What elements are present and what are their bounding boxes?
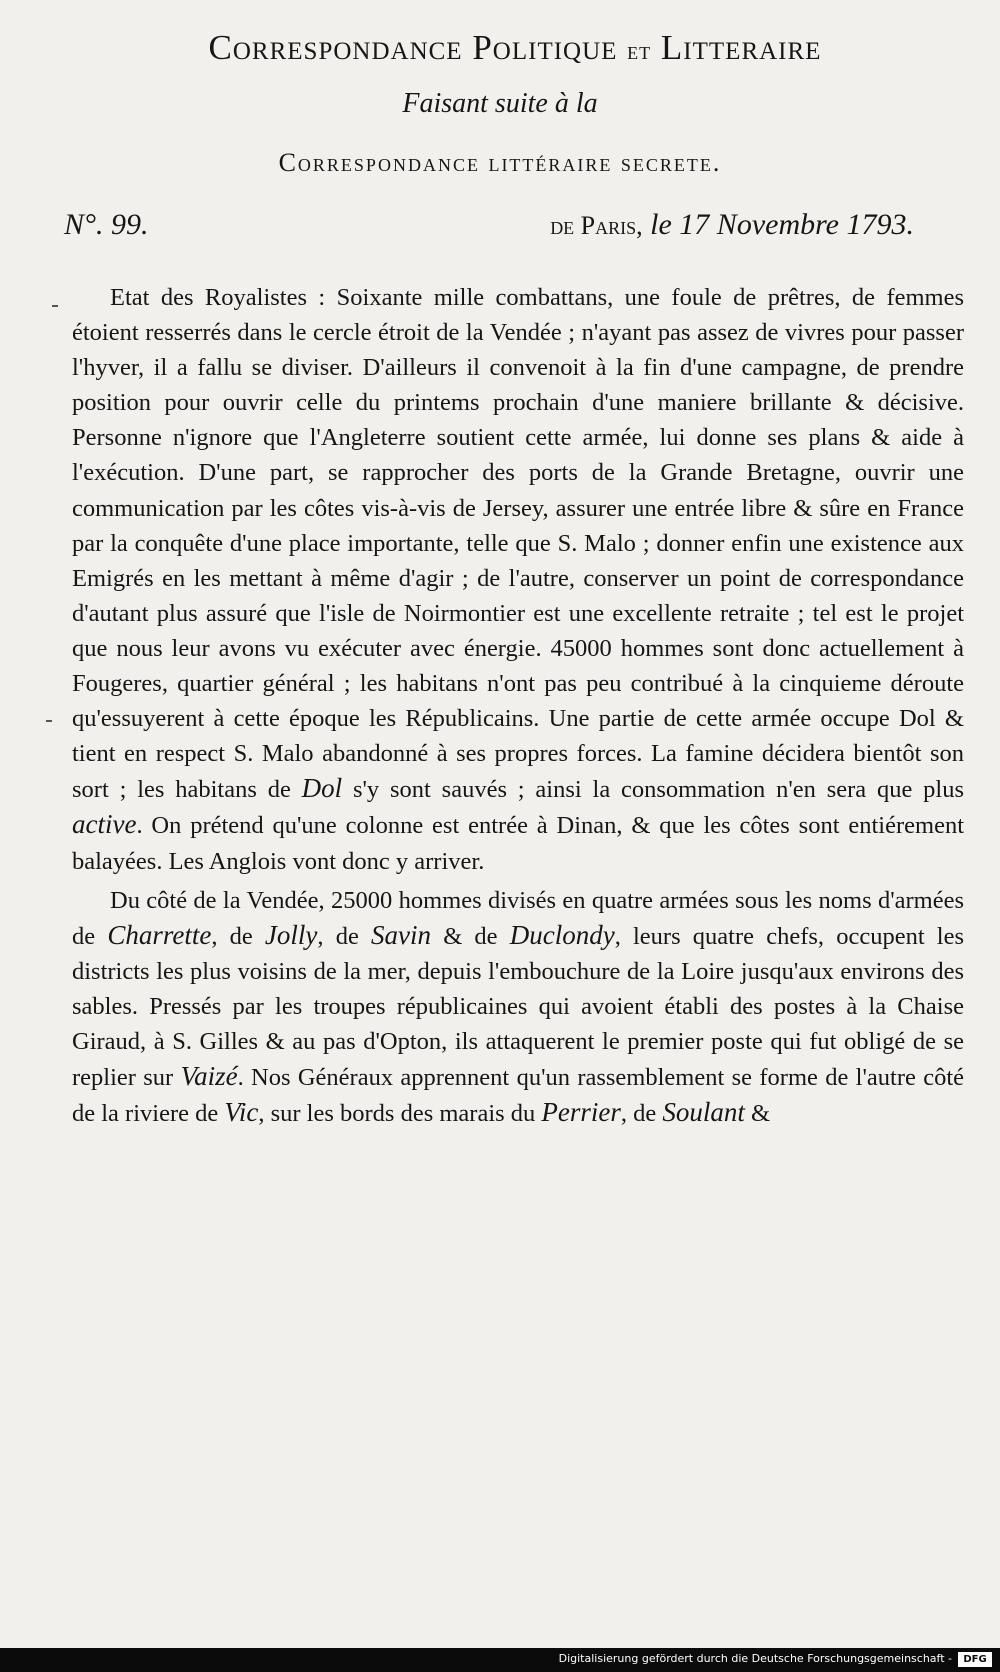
text-run: , de — [620, 1100, 663, 1128]
masthead-title-end: Litteraire — [660, 28, 822, 67]
issue-place: de Paris, — [550, 211, 643, 240]
italic-run: Charrette — [107, 919, 212, 950]
dfg-logo: DFG — [958, 1652, 992, 1667]
text-run: , de — [317, 922, 372, 950]
issue-number: N°. 99. — [64, 208, 149, 241]
digitization-credit: Digitalisierung gefördert durch die Deutsche Forschungsgemeinschaft - — [558, 1652, 952, 1665]
paragraph-vendee — [72, 883, 964, 1132]
italic-run: active — [72, 809, 137, 840]
text-run: , sur les bords des marais du — [258, 1100, 542, 1128]
issue-dateline — [550, 208, 914, 242]
issue-line — [64, 208, 934, 250]
masthead-title-main: Correspondance Politique — [208, 28, 618, 67]
italic-run: Soulant — [662, 1097, 745, 1128]
text-run: . Nos Généraux apprennent qu'un rassemblement se forme de l'autre côté de la riviere de — [72, 1064, 965, 1128]
article-body — [72, 280, 964, 1131]
margin-mark — [46, 720, 52, 722]
italic-run: Perrier — [541, 1097, 621, 1128]
masthead-subtitle-secondary: Correspondance littéraire secrete. — [278, 148, 722, 177]
digitization-footer — [0, 1648, 1000, 1672]
issue-date: le 17 Novembre 1793. — [650, 208, 914, 241]
text-run: & de — [431, 922, 510, 950]
text-run: . On prétend qu'une colonne est entrée à Dinan, & que les côtes sont entiérement balayées. Les Anglois vont donc y arriver. — [72, 812, 964, 875]
italic-run: Duclondy — [509, 919, 615, 950]
masthead-title — [70, 28, 960, 68]
masthead-title-et: et — [627, 36, 652, 65]
margin-mark — [52, 305, 58, 307]
italic-run: Dol — [301, 773, 343, 804]
text-run: Etat des Royalistes : Soixante mille combattans, une foule de prêtres, de femmes étoient resserrés dans le cercle étroit de la Vendée ; n'ayant pas assez de vivres pour passer l'hyver, il a fallu se diviser. D'ailleurs il convenoit à la fin d'une campagne, de prendre position pour ouvrir celle du printems prochain d'une maniere brillante & décisive. Personne n'ignore que l'Angleterre soutient cette armée, lui donne ses plans & aide à l'exécution. D'une part, se rapprocher des ports de la Grande Bretagne, ouvrir une communication par les côtes vis-à-vis de Jersey, assurer une entrée libre & sûre en France par la conquête d'une place importante, telle que S. Malo ; donner enfin une existence aux Emigrés en les mettant à même d'agir ; de l'autre, conserver un point de correspondance d'autant plus assuré que l'isle de Noirmontier est une excellente retraite ; tel est le projet que nous leur avons vu exécuter avec énergie. 45000 hommes sont donc actuellement à Fougeres, quartier général ; les habitans n'ont pas peu contribué à la cinquieme déroute qu'essuyerent à cette époque les Républicains. Une partie de cette armée occupe Dol & tient en respect S. Malo abandonné à ses propres forces. La famine décidera bientôt son sort ; les habitans de — [72, 284, 964, 804]
italic-run: Vic — [224, 1097, 259, 1128]
text-run: & — [744, 1100, 771, 1128]
italic-run: Jolly — [264, 919, 318, 950]
text-run: Du côté de la Vendée, 25000 hommes divisés en quatre armées sous les noms d'armées de — [72, 886, 964, 950]
text-run: , leurs quatre chefs, occupent les districts les plus voisins de la mer, depuis l'embouchure de la Loire jusqu'aux environs des sables. Pressés par les troupes républicaines qui avoient établi des postes à la Chaise Giraud, à S. Gilles & au pas d'Opton, ils attaquerent le premier poste qui fut obligé de se replier sur — [72, 922, 965, 1092]
italic-run: Vaizé — [180, 1061, 238, 1092]
italic-run: Savin — [371, 919, 432, 950]
text-run: , de — [211, 922, 265, 950]
text-run: s'y sont sauvés ; ainsi la consommation n'en sera que plus — [342, 776, 965, 804]
masthead-subtitle: Faisant suite à la — [402, 88, 598, 119]
paragraph-royalists — [72, 280, 964, 879]
